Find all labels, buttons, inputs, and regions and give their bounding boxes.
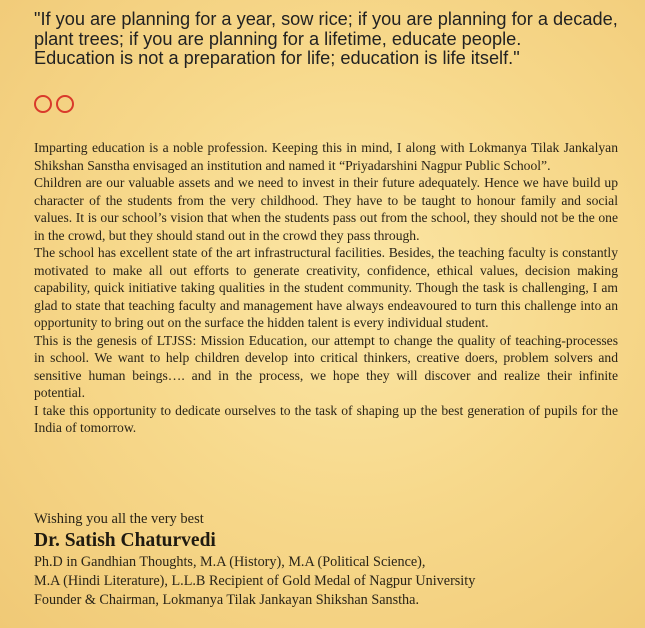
signer-name: Dr. Satish Chaturvedi <box>34 530 216 551</box>
paragraph-children: Children are our valuable assets and we need to invest in their future adequately. Hence we have build up character of the students from the very childhood. They have to be taught to honour family and social values. It is our school’s vision that when the students pass out from the school, they should not be the one in the crowd, but they should stand out in the crowd they pass through. <box>34 175 618 243</box>
quote-line: plant trees; if you are planning for a lifetime, educate people. <box>34 28 522 49</box>
ornament-circle-left <box>35 96 51 112</box>
paragraph-dedication: I take this opportunity to dedicate ourselves to the task of shaping up the best generation of pupils for the India of tomorrow. <box>34 402 618 435</box>
credential-line: Founder & Chairman, Lokmanya Tilak Jankayan Shikshan Sanstha. <box>34 592 419 608</box>
closing-wish: Wishing you all the very best <box>34 511 204 527</box>
credential-line: Ph.D in Gandhian Thoughts, M.A (History), M.A (Political Science), <box>34 554 426 570</box>
credential-line: M.A (Hindi Literature), L.L.B Recipient of Gold Medal of Nagpur University <box>34 573 476 589</box>
message-body <box>34 139 618 437</box>
signature-block <box>34 510 624 610</box>
ornament-circle-right <box>57 96 73 112</box>
quote-line: "If you are planning for a year, sow rice; if you are planning for a decade, <box>34 9 618 29</box>
paragraph-genesis: This is the genesis of LTJSS: Mission Education, our attempt to change the quality of teaching-processes in school. We want to help children develop into critical thinkers, creative doers, problem solvers and sensitive human beings…. and in the process, we hope they will discover and realize their infinite potential. <box>34 332 618 400</box>
paragraph-infrastructure: The school has excellent state of the art infrastructural facilities. Besides, the teaching faculty is constantly motivated to make all out efforts to generate creativity, confidence, ethical values, decision making capability, quick initiative taking qualities in the student community. Though the task is challenging, I am glad to state that teaching faculty and management have always endeavoured to turn this challenge into an opportunity to bring out on the surface the hidden talent is every individual student. <box>34 245 618 330</box>
opening-quote <box>34 10 634 69</box>
paragraph-intro: Imparting education is a noble profession. Keeping this in mind, I along with Lokmanya Tilak Jankalyan Shikshan Sanstha envisaged an institution and named it “Priyadarshini Nagpur Public School”. <box>34 140 618 173</box>
double-circle-quote-icon <box>33 94 77 114</box>
quote-line: Education is not a preparation for life; education is life itself." <box>34 48 520 68</box>
